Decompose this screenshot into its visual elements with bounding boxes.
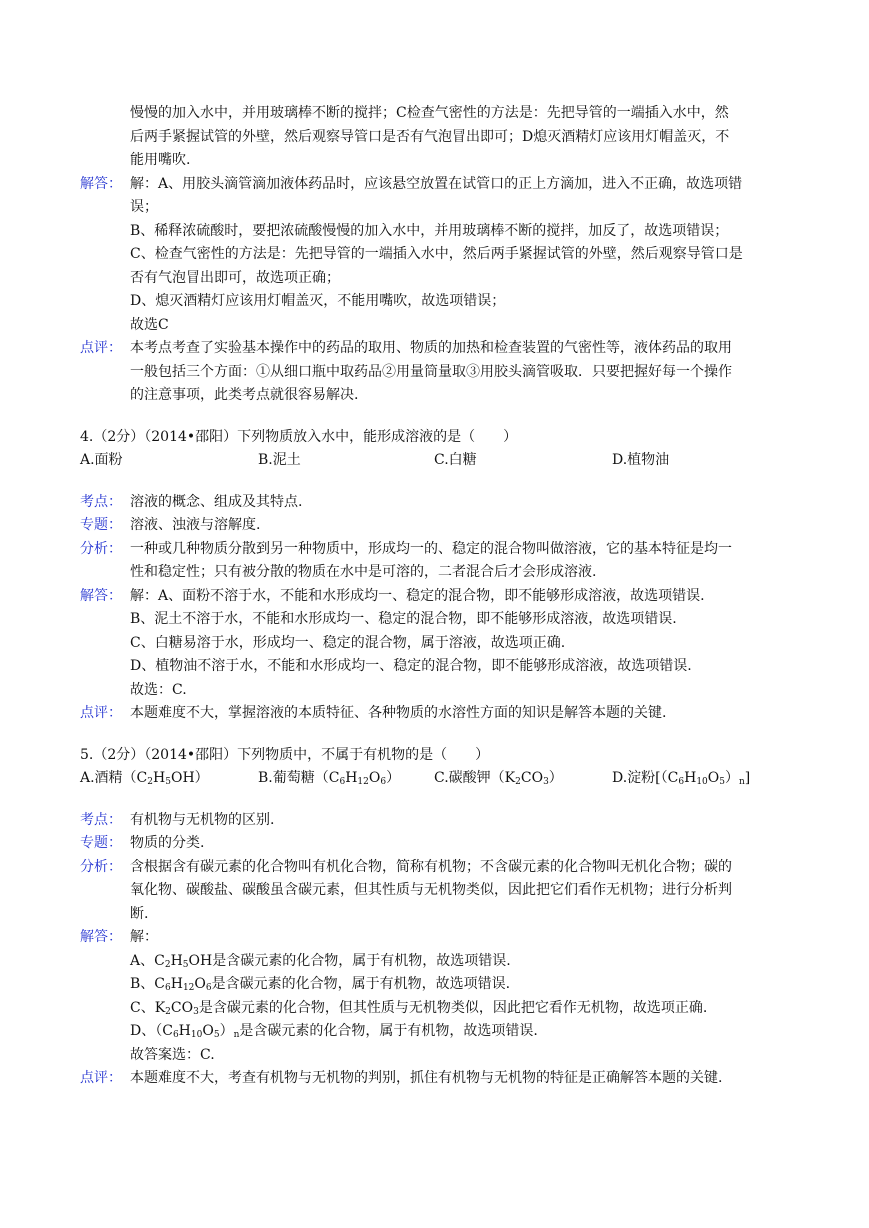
q5-dianping-block <box>80 1067 795 1091</box>
q5-option-b: B.葡萄糖$(C_6H_{12}O_6)$ <box>258 770 401 787</box>
q4-jieda-line: B、泥土不溶于水，不能和水形成均一、稳定的混合物，即不能够形成溶液，故选项错误. <box>130 611 677 627</box>
q5-zhuanti-block <box>80 832 795 856</box>
q4-option-b: B.泥土 <box>258 452 301 468</box>
q5-zhuanti-label: 专题： <box>80 835 122 851</box>
q3-answer-line: 故选C <box>130 316 169 333</box>
q4-option-a: A.面粉 <box>80 452 123 468</box>
q5-jieda-line-a: A、$C_2H_5OH$是含碳元素的化合物，属于有机物，故选项错误. <box>130 952 511 970</box>
q4-options <box>80 449 795 473</box>
q5-fenxi-line: 氧化物、碳酸盐、碳酸虽含碳元素，但其性质与无机物类似，因此把它们看作无机物；进行分析判 <box>130 882 732 898</box>
q4-kaodian-label: 考点： <box>80 493 122 510</box>
q4-zhuanti-text: 溶液、浊液与溶解度. <box>130 517 261 533</box>
q4-jieda-line: 故选：C. <box>130 681 187 698</box>
q5-zhuanti-text: 物质的分类. <box>130 835 205 851</box>
q5-kaodian-label: 考点： <box>80 811 122 828</box>
q3-answer-line: D、熄灭酒精灯应该用灯帽盖灭，不能用嘴吹，故选项错误； <box>130 293 506 309</box>
q4-dianping-text: 本题难度不大，掌握溶液的本质特征、各种物质的水溶性方面的知识是解答本题的关键. <box>130 705 667 721</box>
q4-fenxi-line: 性和稳定性；只有被分散的物质在水中是可溶的，二者混合后才会形成溶液. <box>130 564 597 580</box>
q3-answer-line: 否有气泡冒出即可，故选项正确； <box>130 269 340 286</box>
q5-jieda-text <box>130 926 795 1067</box>
q3-comment-line: 的注意事项，此类考点就很容易解决. <box>130 387 359 403</box>
q5-fenxi-line: 断. <box>130 905 149 922</box>
q5-jieda-block <box>80 926 795 1067</box>
q3-answer-text <box>130 173 795 338</box>
q3-analysis-text <box>130 102 795 173</box>
q4-jieda-block <box>80 585 795 703</box>
q4-question: 4.（2分）（2014•邵阳）下列物质放入水中，能形成溶液的是（ ） <box>80 428 518 445</box>
q5-dianping-text: 本题难度不大，考查有机物与无机物的判别，抓住有机物与无机物的特征是正确解答本题的关键. <box>130 1070 723 1086</box>
q4-fenxi-line: 一种或几种物质分散到另一种物质中，形成均一的、稳定的混合物叫做溶液，它的基本特征是均一 <box>130 540 732 557</box>
q4-fenxi-text <box>130 538 795 585</box>
q4-option-c: C.白糖 <box>434 452 477 468</box>
q3-answer-line: 解：A、用胶头滴管滴加液体药品时，应该悬空放置在试管口的正上方滴加，进入不正确，故选项错 <box>130 175 743 192</box>
q4-zhuanti-block <box>80 514 795 538</box>
q5-option-d: D.淀粉$[(C_6H_{10}O_5)_n]$ <box>612 770 751 787</box>
q5-fenxi-line: 含根据含有碳元素的化合物叫有机化合物，简称有机物；不含碳元素的化合物叫无机化合物；碳的 <box>130 858 732 875</box>
q3-analysis-block <box>80 102 795 173</box>
q5-kaodian-block <box>80 809 795 833</box>
q3-answer-line: 误； <box>130 199 158 215</box>
q5-jieda-line-b: B、$C_6H_{12}O_6$是含碳元素的化合物，属于有机物，故选项错误. <box>130 976 511 993</box>
q5-dianping-label: 点评： <box>80 1070 122 1086</box>
q4-jieda-text <box>130 585 795 703</box>
q3-answer-label: 解答： <box>80 175 122 192</box>
q3-analysis-label-spacer <box>80 102 130 173</box>
q5-option-a: A.酒精$(C_2H_5OH)$ <box>80 770 209 787</box>
q5-jieda-line: 解： <box>130 929 158 945</box>
q4-jieda-label: 解答： <box>80 587 122 604</box>
q4-kaodian-text: 溶液的概念、组成及其特点. <box>130 493 303 510</box>
q4-option-d: D.植物油 <box>612 452 670 468</box>
q3-comment-line: 一般包括三个方面：①从细口瓶中取药品②用量筒量取③用胶头滴管吸取．只要把握好每一个操作 <box>130 363 732 380</box>
q5-fenxi-text <box>130 856 795 927</box>
q4-fenxi-label: 分析： <box>80 540 122 557</box>
q3-comment-line: 本考点考查了实验基本操作中的药品的取用、物质的加热和检查装置的气密性等，液体药品的取用 <box>130 340 732 356</box>
q4-jieda-line: C、白糖易溶于水，形成均一、稳定的混合物，属于溶液，故选项正确. <box>130 634 566 651</box>
q5-kaodian-text: 有机物与无机物的区别. <box>130 811 275 828</box>
q3-analysis-line: 能用嘴吹. <box>130 152 191 168</box>
q5-jieda-line-d: D、$(C_6H_{10}O_5)_n$是含碳元素的化合物，属于有机物，故选项错误. <box>130 1023 538 1040</box>
q5-option-c: C.碳酸钾$(K_2CO_3)$ <box>434 770 563 787</box>
q3-comment-block <box>80 337 795 408</box>
q4-dianping-label: 点评： <box>80 705 122 721</box>
q5-jieda-line-c: C、$K_2CO_3$是含碳元素的化合物，但其性质与无机物类似，因此把它看作无机物，故选项正确. <box>130 999 708 1017</box>
q4-dianping-block <box>80 702 795 726</box>
q5-options <box>80 767 795 791</box>
q4-kaodian-block <box>80 491 795 515</box>
q4-zhuanti-label: 专题： <box>80 517 122 533</box>
q5-jieda-label: 解答： <box>80 929 122 945</box>
q5-fenxi-label: 分析： <box>80 858 122 875</box>
q4-fenxi-block <box>80 538 795 585</box>
q3-analysis-line: 后两手紧握试管的外壁，然后观察导管口是否有气泡冒出即可；D熄灭酒精灯应该用灯帽盖灭，不 <box>130 128 730 145</box>
q5-question: 5.（2分）（2014•邵阳）下列物质中，不属于有机物的是（ ） <box>80 746 490 763</box>
q3-answer-line: C、检查气密性的方法是：先把导管的一端插入水中，然后两手紧握试管的外壁，然后观察导管口是 <box>130 246 743 262</box>
q5-jieda-line: 故答案选：C. <box>130 1046 215 1063</box>
q4-jieda-line: D、植物油不溶于水，不能和水形成均一、稳定的混合物，即不能够形成溶液，故选项错误. <box>130 658 692 674</box>
document-page <box>80 102 795 1091</box>
q5-fenxi-block <box>80 856 795 927</box>
q3-comment-text <box>130 337 795 408</box>
q4-jieda-line: 解：A、面粉不溶于水，不能和水形成均一、稳定的混合物，即不能够形成溶液，故选项错误. <box>130 587 705 604</box>
q3-answer-block <box>80 173 795 338</box>
q3-comment-label: 点评： <box>80 340 122 356</box>
q3-analysis-line: 慢慢的加入水中，并用玻璃棒不断的搅拌；C检查气密性的方法是：先把导管的一端插入水中，然 <box>130 105 729 121</box>
q3-answer-line: B、稀释浓硫酸时，要把浓硫酸慢慢的加入水中，并用玻璃棒不断的搅拌，加反了，故选项错误； <box>130 222 729 239</box>
